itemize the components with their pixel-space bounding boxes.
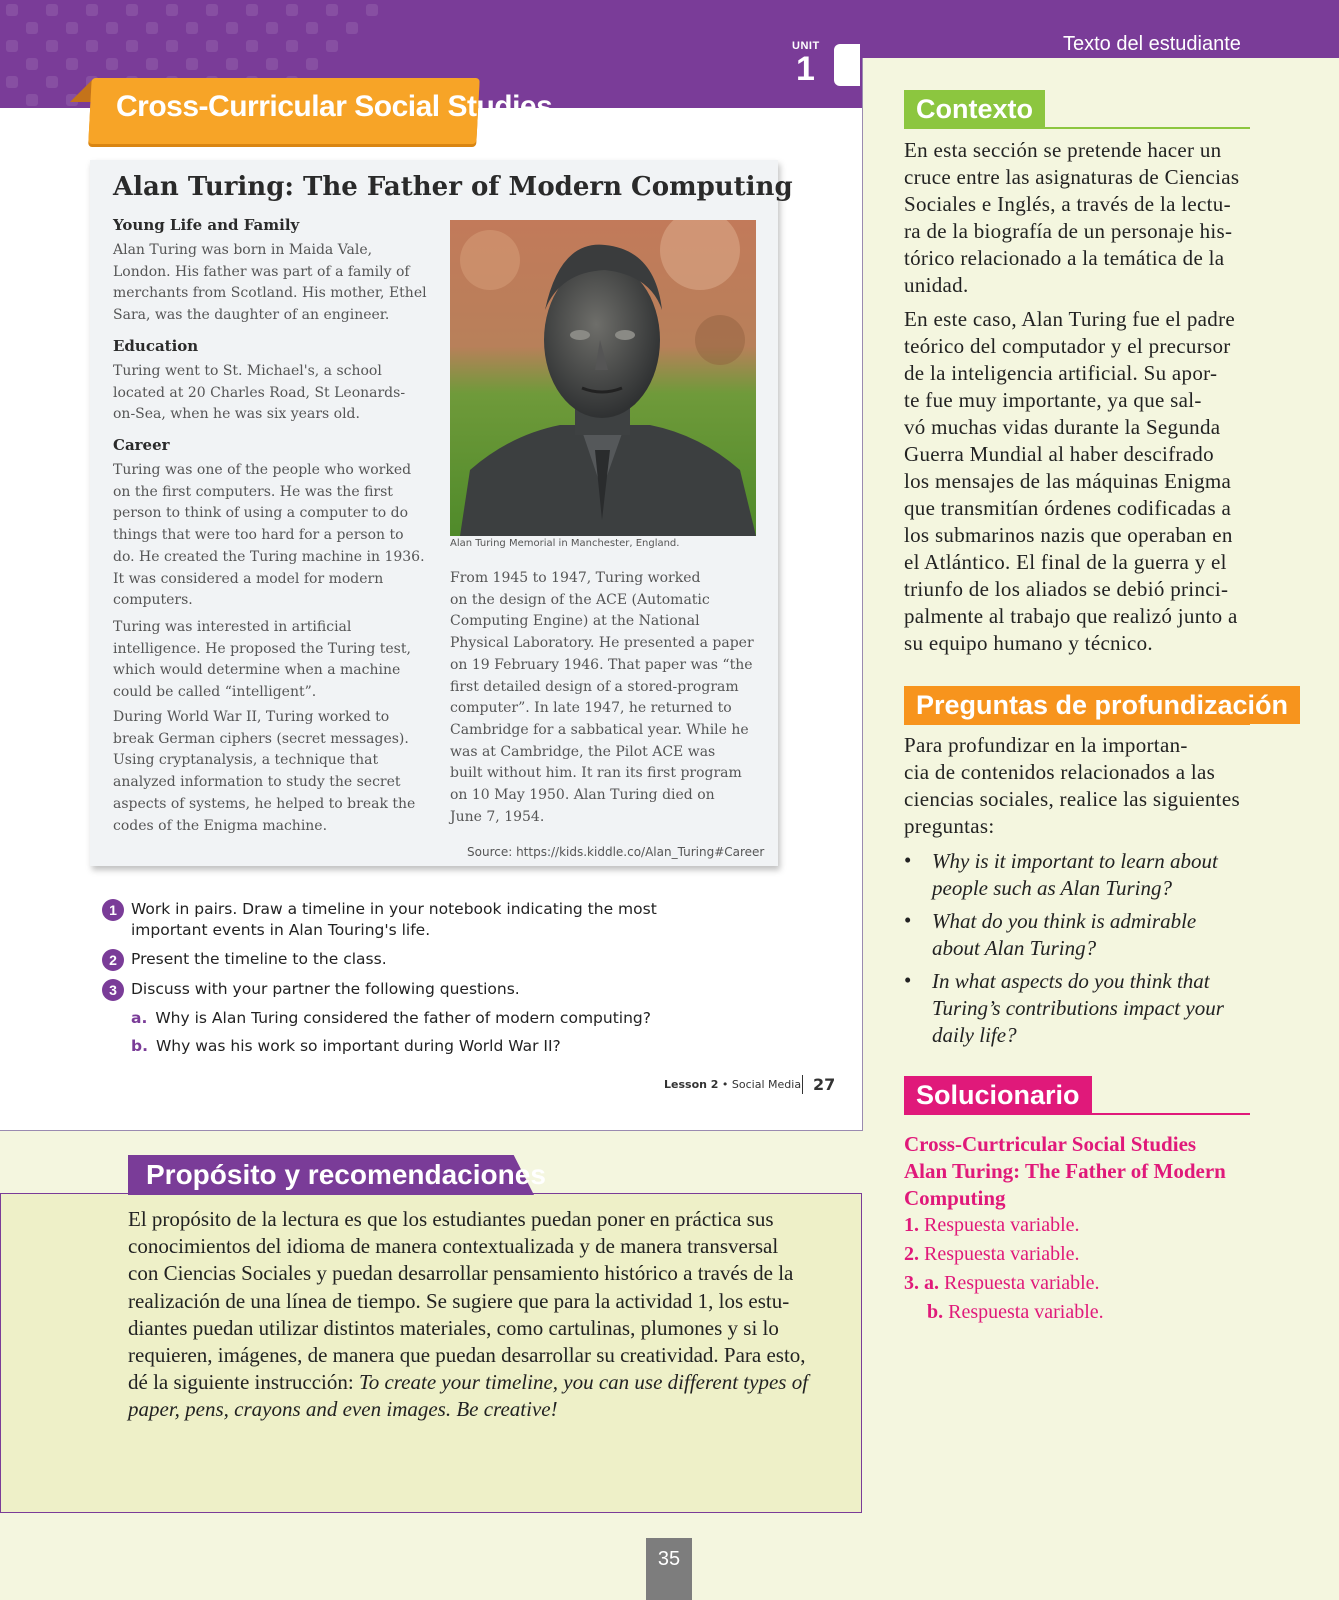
- band-pattern-dot: [6, 40, 18, 52]
- activity-3-text: Discuss with your partner the following questions.: [131, 980, 520, 998]
- band-pattern-dot: [166, 40, 178, 52]
- sub-question-a: a. Why is Alan Turing considered the father of modern computing?: [131, 1009, 651, 1027]
- band-pattern-dot: [186, 22, 198, 34]
- contexto-paragraph-2: En este caso, Alan Turing fue el padre teórico del computador y el precursor de la inteligencia artificial. Su apor- te fue muy importante, ya que sal- vó muchas vidas durante la Segunda Guerra Mundial al haber descifrado los mensajes de las máquinas Enigma que transmitían órdenes codificadas a los submarinos nazis que operaban en el Atlántico. El final de la guerra y el triunfo de los aliados se debió princi- palmente al trabajo que realizó junto a su equipo humano y técnico.: [904, 307, 1238, 655]
- preguntas-intro: Para profundizar en la importan- cia de contenidos relacionados a las ciencias sociales, realice las siguientes preguntas:: [904, 733, 1240, 838]
- section-heading-career: Career: [113, 436, 170, 454]
- activity-number-1: 1: [102, 899, 124, 921]
- section-heading-young-life: Young Life and Family: [113, 216, 300, 234]
- band-pattern-dot: [166, 4, 178, 16]
- preguntas-rule: [904, 723, 1250, 725]
- answer-3b: b. Respuesta variable.: [927, 1301, 1104, 1323]
- proposito-title: Propósito y recomendaciones: [146, 1159, 546, 1190]
- article-title: Alan Turing: The Father of Modern Computing: [113, 172, 793, 202]
- band-pattern-dot: [346, 22, 358, 34]
- band-pattern-dot: [146, 22, 158, 34]
- education-text: Turing went to St. Michael's, a school located at 20 Charles Road, St Leonards- on-Sea, when he was six years old.: [113, 363, 406, 423]
- career-text-1: Turing was one of the people who worked on the first computers. He was the first person to think of using a computer to do things that were too hard for a person to do. He created the Turing machine in 1936. It was considered a model for modern computers.: [113, 462, 425, 609]
- bullet-3: •: [904, 968, 912, 992]
- student-page-number: 27: [802, 1075, 835, 1094]
- band-pattern-dot: [146, 58, 158, 70]
- band-pattern-dot: [326, 40, 338, 52]
- band-pattern-dot: [366, 4, 378, 16]
- band-pattern-dot: [6, 4, 18, 16]
- band-pattern-dot: [66, 58, 78, 70]
- contexto-paragraph-1: En esta sección se pretende hacer un cruce entre las asignaturas de Ciencias Sociales e Inglés, a través de la lectu- ra de la biografía de un personaje his- tórico relacionado a la temática de la unidad.: [904, 138, 1240, 297]
- band-pattern-dot: [46, 76, 58, 88]
- band-pattern-dot: [6, 76, 18, 88]
- question-3: In what aspects do you think that Turing’s contributions impact your daily life?: [932, 969, 1224, 1047]
- band-pattern-dot: [306, 58, 318, 70]
- contexto-rule: [904, 127, 1250, 129]
- proposito-text: El propósito de la lectura es que los estudiantes puedan poner en práctica sus conocimientos del idioma de manera contextualizada y de manera transversal con Ciencias Sociales y puedan desarrollar pensamiento histórico a través de la realización de una línea de tiempo. Se sugiere que para la actividad 1, los estu- diantes puedan utilizar distintos materiales, como cartulinas, plumones y si lo requieren, imágenes, de manera que puedan desarrollar su creatividad. Para esto, dé la siguiente instrucción: To create your timeline, you can use different types of paper, pens, crayons and even images. Be creative!: [128, 1207, 809, 1422]
- band-pattern-dot: [46, 40, 58, 52]
- activity-number-3: 3: [102, 979, 124, 1001]
- page-number: 35: [657, 1548, 681, 1570]
- bullet-2: •: [904, 908, 912, 932]
- activity-number-2: 2: [102, 949, 124, 971]
- band-pattern-dot: [286, 4, 298, 16]
- young-life-text: Alan Turing was born in Maida Vale, London. His father was part of a family of merchants from Scotland. His mother, Ethel Sara, was the daughter of an engineer.: [113, 242, 427, 324]
- band-pattern-dot: [266, 58, 278, 70]
- activity-2-text: Present the timeline to the class.: [131, 950, 387, 968]
- solucionario-heading-2: Alan Turing: The Father of Modern: [904, 1159, 1226, 1183]
- banner-title: Cross-Curricular Social Studies: [116, 90, 553, 123]
- lesson-footer: Lesson 2 • Social Media: [664, 1078, 802, 1091]
- unit-label: UNIT: [792, 40, 820, 52]
- band-pattern-dot: [46, 4, 58, 16]
- sub-question-b: b. Why was his work so important during World War II?: [131, 1037, 561, 1055]
- band-pattern-dot: [266, 22, 278, 34]
- contexto-title: Contexto: [904, 90, 1045, 128]
- band-pattern-dot: [66, 22, 78, 34]
- band-pattern-dot: [226, 58, 238, 70]
- band-pattern-dot: [86, 40, 98, 52]
- career-text-right: From 1945 to 1947, Turing worked on the design of the ACE (Automatic Computing Engine) at the National Physical Laboratory. He presented a paper on 19 February 1946. That paper was “the first detailed design of a stored-program computer”. In late 1947, he returned to Cambridge for a sabbatical year. While he was at Cambridge, the Pilot ACE was built without him. It ran its first program on 10 May 1950. Alan Turing died on June 7, 1954.: [450, 570, 754, 825]
- band-pattern-dot: [186, 58, 198, 70]
- unit-number: 1: [796, 50, 815, 88]
- answer-2: 2. Respuesta variable.: [904, 1243, 1080, 1265]
- band-pattern-dot: [226, 22, 238, 34]
- alan-turing-memorial-photo: [450, 220, 756, 536]
- bullet-1: •: [904, 848, 912, 872]
- band-pattern-dot: [26, 94, 38, 106]
- band-pattern-dot: [126, 4, 138, 16]
- band-pattern-dot: [106, 22, 118, 34]
- career-text-3: During World War II, Turing worked to break German ciphers (secret messages). Using cryptanalysis, a technique that analyzed information to study the secret aspects of systems, he helped to break the codes of the Enigma machine.: [113, 709, 416, 834]
- solucionario-rule: [904, 1113, 1250, 1115]
- activity-1-text: Work in pairs. Draw a timeline in your notebook indicating the most important events in Alan Touring's life.: [131, 900, 657, 939]
- band-pattern-dot: [206, 40, 218, 52]
- answer-3a: 3. a. Respuesta variable.: [904, 1272, 1100, 1294]
- band-pattern-dot: [286, 40, 298, 52]
- source-citation: Source: https://kids.kiddle.co/Alan_Turing#Career: [467, 845, 765, 859]
- band-pattern-dot: [26, 58, 38, 70]
- section-heading-education: Education: [113, 337, 199, 355]
- band-pattern-dot: [26, 22, 38, 34]
- band-pattern-dot: [86, 4, 98, 16]
- band-pattern-dot: [306, 22, 318, 34]
- banner-fold: [70, 80, 92, 102]
- photo-caption: Alan Turing Memorial in Manchester, England.: [450, 538, 680, 549]
- band-pattern-dot: [126, 40, 138, 52]
- band-pattern-dot: [106, 58, 118, 70]
- career-text-2: Turing was interested in artificial intelligence. He proposed the Turing test, which would determine when a machine could be called “intelligent”.: [113, 619, 411, 701]
- question-2: What do you think is admirable about Alan Turing?: [932, 909, 1197, 960]
- unit-indicator: [778, 36, 840, 96]
- solucionario-heading-3: Computing: [904, 1186, 1006, 1210]
- band-pattern-dot: [246, 4, 258, 16]
- band-pattern-dot: [326, 4, 338, 16]
- band-pattern-dot: [246, 40, 258, 52]
- preguntas-title: Preguntas de profundización: [904, 686, 1300, 724]
- band-pattern-dot: [206, 4, 218, 16]
- solucionario-title: Solucionario: [904, 1076, 1092, 1114]
- solucionario-heading-1: Cross-Curtricular Social Studies: [904, 1132, 1197, 1156]
- question-1: Why is it important to learn about people such as Alan Turing?: [932, 849, 1218, 900]
- answer-1: 1. Respuesta variable.: [904, 1214, 1080, 1236]
- right-header-title: Texto del estudiante: [1063, 33, 1241, 55]
